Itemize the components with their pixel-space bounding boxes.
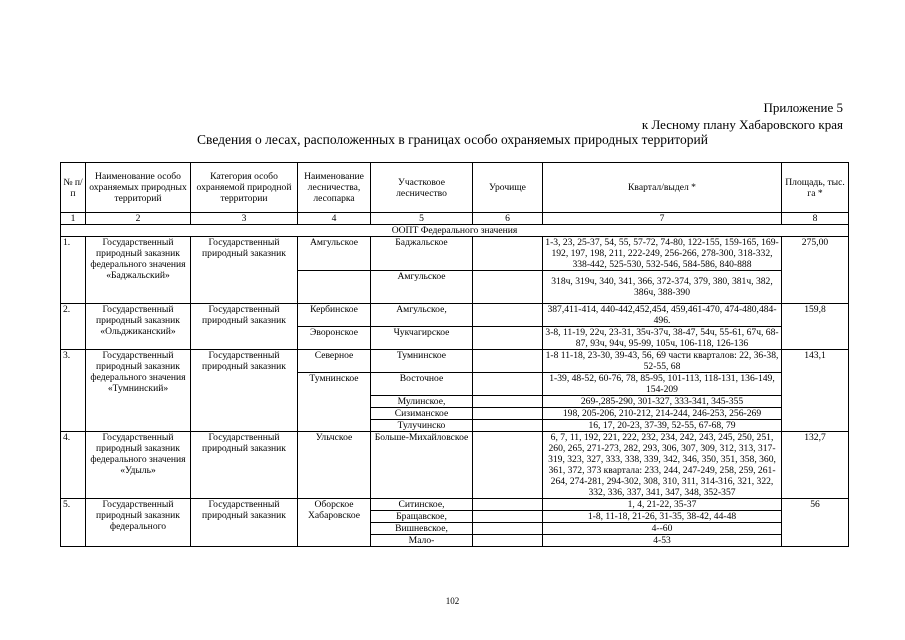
quarters: 1-3, 23, 25-37, 54, 55, 57-72, 74-80, 122-155, 159-165, 169-192, 197, 198, 211, 222-249, 256-266, 278-300, 318-332, 338-442, 525-530, 532-546, 584-586, 840-888 bbox=[543, 237, 782, 271]
quarters: 16, 17, 20-23, 37-39, 52-55, 67-68, 79 bbox=[543, 420, 782, 432]
quarters: 1-39, 48-52, 60-76, 78, 85-95, 101-113, 118-131, 136-149, 154-209 bbox=[543, 373, 782, 396]
col-header: Урочище bbox=[473, 163, 543, 213]
district-forestry: Тумнинское bbox=[371, 350, 473, 373]
tract bbox=[473, 396, 543, 408]
col-header: Квартал/выдел * bbox=[543, 163, 782, 213]
page-number: 102 bbox=[445, 596, 460, 606]
quarters: 269-,285-290, 301-327, 333-341, 345-355 bbox=[543, 396, 782, 408]
forestry-name: Кербинское bbox=[298, 304, 371, 327]
district-forestry: Восточное bbox=[371, 373, 473, 396]
quarters: 318ч, 319ч, 340, 341, 366, 372-374, 379, 380, 381ч, 382, 386ч, 388-390 bbox=[543, 271, 782, 304]
quarters: 387,411-414, 440-442,452,454, 459,461-470, 474-480,484-496. bbox=[543, 304, 782, 327]
district-forestry: Амгульское, bbox=[371, 304, 473, 327]
row-number: 4. bbox=[61, 432, 86, 499]
column-number: 8 bbox=[782, 213, 849, 225]
quarters: 1, 4, 21-22, 35-37 bbox=[543, 499, 782, 511]
quarters: 3-8, 11-19, 22ч, 23-31, 35ч-37ч, 38-47, 54ч, 55-61, 67ч, 68-87, 93ч, 94ч, 95-99, 105ч, 106-118, 126-136 bbox=[543, 327, 782, 350]
reserve-name: Государственный природный заказник федерального значения «Тумнинский» bbox=[86, 350, 191, 432]
table-row bbox=[61, 499, 849, 511]
tract bbox=[473, 523, 543, 535]
row-number: 1. bbox=[61, 237, 86, 304]
forestry-name: Северное bbox=[298, 350, 371, 373]
col-header: Наименование особо охраняемых природных территорий bbox=[86, 163, 191, 213]
table-row bbox=[61, 237, 849, 271]
col-header: Площадь, тыс. га * bbox=[782, 163, 849, 213]
column-number: 4 bbox=[298, 213, 371, 225]
district-forestry: Больше-Михайловское bbox=[371, 432, 473, 499]
forestry-name bbox=[298, 271, 371, 304]
reserve-name: Государственный природный заказник федерального значения «Баджальский» bbox=[86, 237, 191, 304]
table-row bbox=[61, 432, 849, 499]
appendix-subtitle: к Лесному плану Хабаровского края bbox=[641, 117, 843, 132]
district-forestry: Вишневское, bbox=[371, 523, 473, 535]
row-number: 2. bbox=[61, 304, 86, 350]
tract bbox=[473, 511, 543, 523]
tract bbox=[473, 499, 543, 511]
section-row bbox=[61, 225, 849, 237]
forestry-name: Ульчское bbox=[298, 432, 371, 499]
col-header: Категория особо охраняемой природной территории bbox=[191, 163, 298, 213]
area: 143,1 bbox=[782, 350, 849, 432]
row-number: 5. bbox=[61, 499, 86, 547]
col-header: № п/п bbox=[61, 163, 86, 213]
tract bbox=[473, 408, 543, 420]
district-forestry: Ситинское, bbox=[371, 499, 473, 511]
forestry-name: Тумнинское bbox=[298, 373, 371, 432]
reserve-name: Государственный природный заказник федерального bbox=[86, 499, 191, 547]
tract bbox=[473, 535, 543, 547]
column-number: 7 bbox=[543, 213, 782, 225]
area: 56 bbox=[782, 499, 849, 547]
district-forestry: Мало- bbox=[371, 535, 473, 547]
area: 159,8 bbox=[782, 304, 849, 350]
appendix-label: Приложение 5 bbox=[763, 100, 843, 115]
forestry-name: Амгульское bbox=[298, 237, 371, 271]
reserve-category: Государственный природный заказник bbox=[191, 304, 298, 350]
district-forestry: Амгульское bbox=[371, 271, 473, 304]
district-forestry: Тулучинско bbox=[371, 420, 473, 432]
table-row bbox=[61, 350, 849, 373]
district-forestry: Баджальское bbox=[371, 237, 473, 271]
area: 275,00 bbox=[782, 237, 849, 304]
forestry-name-line: Хабаровское bbox=[308, 510, 360, 521]
tract bbox=[473, 327, 543, 350]
column-number: 6 bbox=[473, 213, 543, 225]
column-number: 3 bbox=[191, 213, 298, 225]
district-forestry: Чукчагирское bbox=[371, 327, 473, 350]
district-forestry: Бращавское, bbox=[371, 511, 473, 523]
section-title: ООПТ Федерального значения bbox=[61, 225, 849, 237]
tract bbox=[473, 432, 543, 499]
quarters: 6, 7, 11, 192, 221, 222, 232, 234, 242, 243, 245, 250, 251, 260, 265, 271-273, 282, 293, 306, 307, 309, 312, 313, 317-319, 323, 327, 333, 338, 339, 342, 346, 350, 351, 358, 360, 361, 372, 373 квартала: 233, 244, 247-249, 258, 259, 261-264, 274-281, 294-302, 308, 310, 311, 314-316, 321, 322, 332, 336, 337, 341, 347, 348, 352-357 bbox=[543, 432, 782, 499]
forest-table bbox=[60, 162, 849, 547]
col-header: Участковое лесничество bbox=[371, 163, 473, 213]
forestry-name: Эворонское bbox=[298, 327, 371, 350]
reserve-category: Государственный природный заказник bbox=[191, 237, 298, 304]
tract bbox=[473, 420, 543, 432]
tract bbox=[473, 350, 543, 373]
reserve-category: Государственный природный заказник bbox=[191, 432, 298, 499]
district-forestry: Сизиманское bbox=[371, 408, 473, 420]
quarters: 1-8, 11-18, 21-26, 31-35, 38-42, 44-48 bbox=[543, 511, 782, 523]
forestry-name-line: Оборское bbox=[314, 499, 354, 510]
quarters: 4--60 bbox=[543, 523, 782, 535]
quarters: 1-8 11-18, 23-30, 39-43, 56, 69 части кварталов: 22, 36-38, 52-55, 68 bbox=[543, 350, 782, 373]
reserve-name: Государственный природный заказник федерального значения «Удыль» bbox=[86, 432, 191, 499]
district-forestry: Мулинское, bbox=[371, 396, 473, 408]
reserve-name: Государственный природный заказник «Ольджиканский» bbox=[86, 304, 191, 350]
reserve-category: Государственный природный заказник bbox=[191, 499, 298, 547]
forestry-name bbox=[298, 499, 371, 547]
quarters: 4-53 bbox=[543, 535, 782, 547]
column-number: 1 bbox=[61, 213, 86, 225]
column-number: 5 bbox=[371, 213, 473, 225]
document-title: Сведения о лесах, расположенных в границах особо охраняемых природных территорий bbox=[197, 132, 708, 147]
reserve-category: Государственный природный заказник bbox=[191, 350, 298, 432]
col-header: Наименование лесничества, лесопарка bbox=[298, 163, 371, 213]
header-row bbox=[61, 163, 849, 213]
tract bbox=[473, 304, 543, 327]
column-number-row bbox=[61, 213, 849, 225]
quarters: 198, 205-206, 210-212, 214-244, 246-253, 256-269 bbox=[543, 408, 782, 420]
tract bbox=[473, 237, 543, 271]
column-number: 2 bbox=[86, 213, 191, 225]
tract bbox=[473, 271, 543, 304]
tract bbox=[473, 373, 543, 396]
row-number: 3. bbox=[61, 350, 86, 432]
area: 132,7 bbox=[782, 432, 849, 499]
table-row bbox=[61, 304, 849, 327]
